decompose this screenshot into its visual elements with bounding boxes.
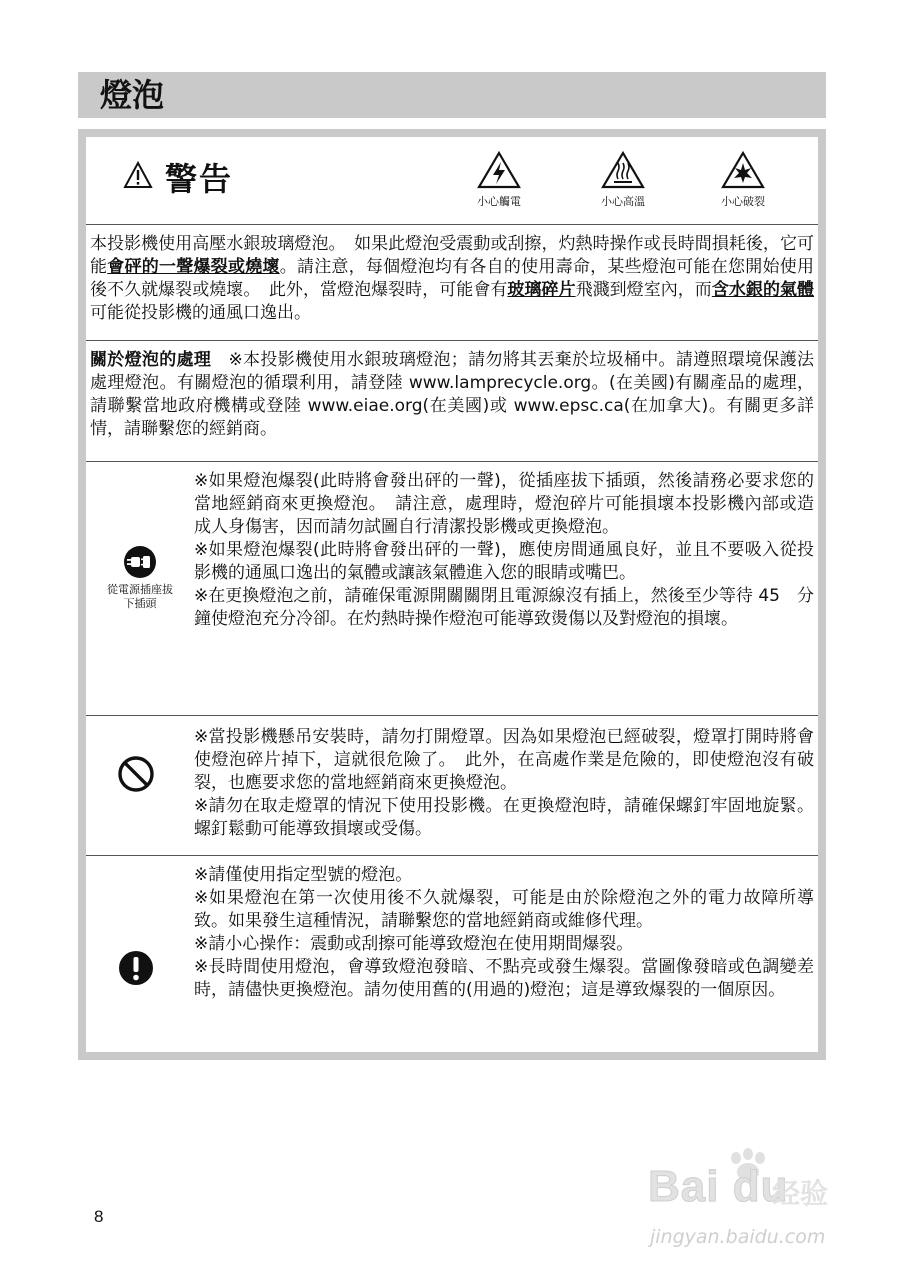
page-title: 燈泡 (100, 76, 165, 114)
unplug-caption-line-2: 下插頭 (123, 597, 157, 610)
intro-part-2: 。請注意，每個燈泡均有各自的使用壽命，某些燈泡可能在您開始使用後不久就爆裂或燒壞。 此外，當燈泡爆裂時，可能會有 (90, 257, 815, 300)
mandatory-paragraph: ※請僅使用指定型號的燈泡。 (194, 865, 413, 885)
exclamation-icon (117, 972, 155, 991)
warning-frame (78, 129, 826, 1060)
mandatory-symbol (116, 949, 156, 991)
divider (86, 461, 818, 462)
mandatory-paragraph: ※如果燈泡在第一次使用後不久就爆裂，可能是由於除燈泡之外的電力故障所導致。如果發生這種情況，請聯繫您的當地經銷商或維修代理。 (194, 888, 814, 931)
high-temperature-caption: 小心高溫 (601, 195, 645, 208)
disposal-body: ※本投影機使用水銀玻璃燈泡；請勿將其丟棄於垃圾桶中。請遵照環境保護法處理燈泡。有關燈泡的循環利用，請登陸 www.lamprecycle.org。(在美國)有關產品的處理，請聯繫當地政府機構或登陸 www.eiae.org(在美國)或 www.epsc.ca(在加拿大)。有關更多詳情，請聯繫您的經銷商。 (90, 350, 815, 439)
title-bar (78, 72, 826, 118)
intro-part-1: 本投影機使用高壓水銀玻璃燈泡。 如果此燈泡受震動或刮擦，灼熱時操作或長時間損耗後，它可能 (90, 234, 814, 277)
intro-part-4: 可能從投影機的通風口逸出。 (90, 303, 311, 323)
watermark (640, 1148, 870, 1268)
mandatory-paragraph: ※請小心操作：震動或刮擦可能導致燈泡在使用期間爆裂。 (194, 934, 634, 954)
unplug-paragraph: ※在更換燈泡之前，請確保電源開關關閉且電源線沒有插上，然後至少等待 45 分鐘使燈泡充分冷卻。在灼熱時操作燈泡可能導致燙傷以及對燈泡的損壞。 (194, 586, 814, 629)
unplug-icon (123, 564, 157, 583)
electric-shock-caption: 小心觸電 (477, 195, 521, 208)
burst-symbol (708, 151, 778, 209)
prohibited-paragraph: ※請勿在取走燈罩的情況下使用投影機。在更換燈泡時，請確保螺釘牢固地旋緊。螺釘鬆動可能導致損壞或受傷。 (194, 796, 814, 839)
watermark-brand: Bai du (648, 1162, 789, 1211)
divider (86, 224, 818, 225)
prohibited-paragraph: ※當投影機懸吊安裝時，請勿打開燈罩。因為如果燈泡已經破裂，燈罩打開時將會使燈泡碎片掉下，這就很危險了。 此外，在高處作業是危險的，即使燈泡沒有破裂，也應要求您的當地經銷商來更換燈泡。 (194, 727, 814, 793)
mandatory-paragraph: ※長時間使用燈泡，會導致燈泡發暗、不點亮或發生爆裂。當圖像發暗或色調變差時，請儘快更換燈泡。請勿使用舊的(用過的)燈泡；這是導致爆裂的一個原因。 (194, 957, 814, 1000)
unplug-caption-line-1: 從電源插座拔 (107, 583, 173, 596)
warning-triangle-icon (123, 161, 153, 193)
warning-title (123, 157, 233, 197)
watermark-url: jingyan.baidu.com (650, 1226, 826, 1248)
high-temperature-symbol (588, 151, 658, 209)
warning-panel (86, 137, 818, 1052)
divider (86, 855, 818, 856)
unplug-paragraph: ※如果燈泡爆裂(此時將會發出砰的一聲)，應使房間通風良好，並且不要吸入從投影機的通風口逸出的氣體或讓該氣體進入您的眼睛或嘴巴。 (194, 540, 814, 583)
watermark-cn: 经验 (772, 1177, 829, 1210)
prohibited-text (194, 726, 814, 841)
warning-label: 警告 (165, 160, 234, 198)
warning-header (86, 137, 818, 224)
intro-text (90, 233, 814, 325)
divider (86, 715, 818, 716)
electric-shock-icon (464, 151, 534, 189)
unplug-paragraph: ※如果燈泡爆裂(此時將會發出砰的一聲)，從插座拔下插頭，然後請務必要求您的當地經銷商來更換燈泡。 請注意，處理時，燈泡碎片可能損壞本投影機內部或造成人身傷害，因而請勿試圖自行清潔投影機或更換燈泡。 (194, 471, 814, 537)
unplug-symbol (90, 545, 190, 611)
electric-shock-symbol (464, 151, 534, 209)
prohibited-icon (117, 778, 155, 797)
disposal-heading: 關於燈泡的處理 (90, 350, 212, 370)
prohibited-symbol (116, 755, 156, 797)
intro-emphasis-burst: 會砰的一聲爆裂或燒壞 (107, 257, 280, 277)
intro-emphasis-glass: 玻璃碎片 (507, 280, 576, 300)
high-temperature-icon (588, 151, 658, 189)
burst-icon (708, 151, 778, 189)
divider (86, 340, 818, 341)
burst-caption: 小心破裂 (721, 195, 765, 208)
mandatory-text (194, 864, 814, 1002)
disposal-text (90, 349, 814, 441)
page-number: 8 (94, 1207, 104, 1226)
intro-part-3: 飛濺到燈室內，而 (575, 280, 712, 300)
intro-emphasis-mercury: 含水銀的氣體 (711, 280, 815, 300)
unplug-text (194, 470, 814, 631)
